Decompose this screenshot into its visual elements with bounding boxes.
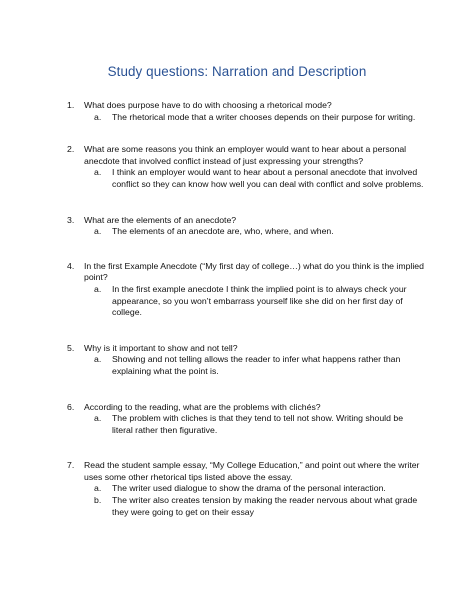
question-number: 6. [67,401,75,412]
answer-letter: a. [94,283,102,294]
answer-text: The problem with cliches is that they tend to tell not show. Writing should be literal rather then figurative. [112,413,404,435]
question-text: Why is it important to show and not tell? [84,342,238,353]
question-text: In the first Example Anecdote (“My first day of college…) what do you think is the implied point? [84,260,424,283]
question-item [64,144,424,190]
question-item [64,100,424,123]
question-number: 4. [67,260,75,271]
answers-list [84,354,424,377]
answer-letter: a. [94,413,102,424]
answer-letter: a. [94,226,102,237]
answer-item [84,495,424,518]
question-text: What are the elements of an anecdote? [84,214,237,225]
question-number: 7. [67,460,75,471]
answers-list [84,112,424,124]
answer-letter: a. [94,354,102,365]
answer-text: The writer also creates tension by making the reader nervous about what grade they were going to get on their essay [112,495,418,517]
question-item [64,343,424,378]
question-text: Read the student sample essay, “My College Education,” and point out where the writer uses some other rhetorical tips listed above the essay. [84,460,420,482]
answer-text: The writer used dialogue to show the drama of the personal interaction. [112,483,386,494]
question-item [64,215,424,238]
answer-item [84,483,424,495]
question-number: 5. [67,342,75,353]
answer-item [84,354,424,377]
answer-text: The rhetorical mode that a writer chooses depends on their purpose for writing. [112,111,416,122]
document-title: Study questions: Narration and Description [107,64,367,79]
question-item [64,261,424,319]
answers-list [84,226,424,238]
answers-list [84,167,424,190]
answer-text: In the first example anecdote I think the implied point is to always check your appearance, so you won’t embarrass yourself like she did on her first day of college. [112,283,407,318]
answer-item [84,413,424,436]
question-text: According to the reading, what are the problems with clichés? [84,401,321,412]
question-item [64,402,424,437]
question-number: 3. [67,214,75,225]
answer-letter: b. [94,495,102,506]
questions-list [64,100,424,518]
question-item [64,460,424,518]
answer-item [84,167,424,190]
answer-letter: a. [94,167,102,178]
answer-text: I think an employer would want to hear about a personal anecdote that involved conflict so they can know how well you can deal with conflict and solve problems. [112,167,424,189]
answers-list [84,284,424,319]
answer-item [84,226,424,238]
question-text: What does purpose have to do with choosing a rhetorical mode? [84,100,332,110]
answer-item [84,284,424,319]
answer-text: Showing and not telling allows the reader to infer what happens rather than explaining what the point is. [112,354,401,376]
answers-list [84,413,424,436]
answers-list [84,483,424,518]
answer-letter: a. [94,111,102,122]
answer-text: The elements of an anecdote are, who, where, and when. [112,226,334,237]
question-number: 2. [67,144,75,155]
question-number: 1. [67,100,75,110]
answer-letter: a. [94,483,102,494]
answer-item [84,112,424,124]
question-text: What are some reasons you think an employer would want to hear about a personal anecdote that involved conflict instead of just expressing your strengths? [84,144,407,166]
